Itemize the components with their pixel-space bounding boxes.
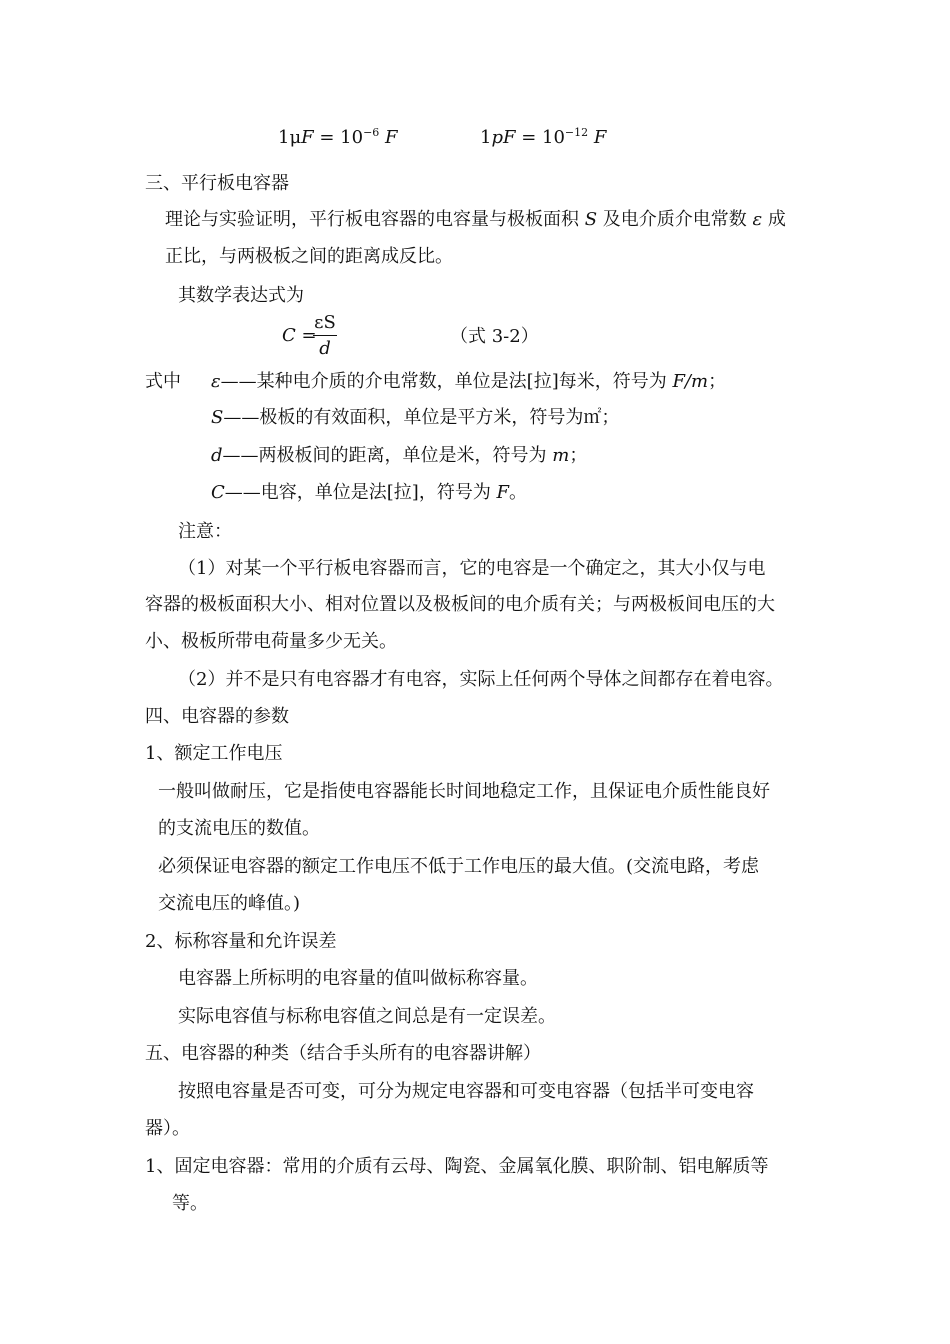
formula-intro: 其数学表达式为 xyxy=(178,285,304,306)
paragraph-line: 容器的极板面积大小、相对位置以及极板间的电介质有关；与两极板间电压的大 xyxy=(145,594,775,615)
capacitance-formula-lhs: C = xyxy=(282,325,317,346)
note-label: 注意： xyxy=(178,521,232,542)
list-item: 1、固定电容器：常用的介质有云母、陶瓷、金属氧化膜、职阶制、铝电解质等 xyxy=(145,1156,769,1177)
capacitance-fraction xyxy=(313,312,337,359)
definition-capacitance: C——电容，单位是法[拉]，符号为 F。 xyxy=(211,482,528,503)
paragraph-line: 一般叫做耐压，它是指使电容器能长时间地稳定工作，且保证电介质性能良好 xyxy=(158,781,770,802)
definition-area: S——极板的有效面积，单位是平方米，符号为㎡； xyxy=(211,407,620,428)
subsection-heading: 1、额定工作电压 xyxy=(145,743,283,764)
formula-label: （式 3-2） xyxy=(450,326,539,347)
paragraph-line: 理论与实验证明，平行板电容器的电容量与极板面积 S 及电介质介电常数 ε 成 xyxy=(165,209,786,230)
definition-distance: d——两极板间的距离，单位是米，符号为 m； xyxy=(211,445,588,466)
paragraph-line: 电容器上所标明的电容量的值叫做标称容量。 xyxy=(178,968,538,989)
fraction-numerator: εS xyxy=(314,312,336,333)
paragraph-line: 必须保证电容器的额定工作电压不低于工作电压的最大值。(交流电路，考虑 xyxy=(158,856,760,877)
where-label: 式中 xyxy=(145,371,181,392)
paragraph-line: （2）并不是只有电容器才有电容，实际上任何两个导体之间都存在着电容。 xyxy=(178,669,784,690)
subsection-heading: 2、标称容量和允许误差 xyxy=(145,931,337,952)
fraction-denominator: d xyxy=(319,338,331,359)
pico-farad-formula: $1pF = 10^{-12}$ F xyxy=(480,126,607,148)
paragraph-line: 正比，与两极板之间的距离成反比。 xyxy=(165,246,453,267)
paragraph-line: 实际电容值与标称电容值之间总是有一定误差。 xyxy=(178,1006,556,1027)
section-heading: 四、电容器的参数 xyxy=(145,706,289,727)
paragraph-line: 小、极板所带电荷量多少无关。 xyxy=(145,631,397,652)
micro-farad-formula: $1\mu F = 10^{-6}$ F xyxy=(278,126,398,148)
paragraph-line: 器）。 xyxy=(145,1118,190,1139)
paragraph-line: 交流电压的峰值。) xyxy=(158,893,301,914)
paragraph-line: 按照电容量是否可变，可分为规定电容器和可变电容器（包括半可变电容 xyxy=(178,1081,754,1102)
definition-epsilon: ε——某种电介质的介电常数，单位是法[拉]每米，符号为 F/m； xyxy=(211,371,727,392)
list-item-continuation: 等。 xyxy=(172,1193,208,1214)
paragraph-line: 的支流电压的数值。 xyxy=(158,818,320,839)
section-heading: 五、电容器的种类（结合手头所有的电容器讲解） xyxy=(145,1043,541,1064)
fraction-bar xyxy=(313,335,337,336)
paragraph-line: （1）对某一个平行板电容器而言，它的电容是一个确定之，其大小仅与电 xyxy=(178,558,766,579)
section-heading: 三、平行板电容器 xyxy=(145,173,289,194)
